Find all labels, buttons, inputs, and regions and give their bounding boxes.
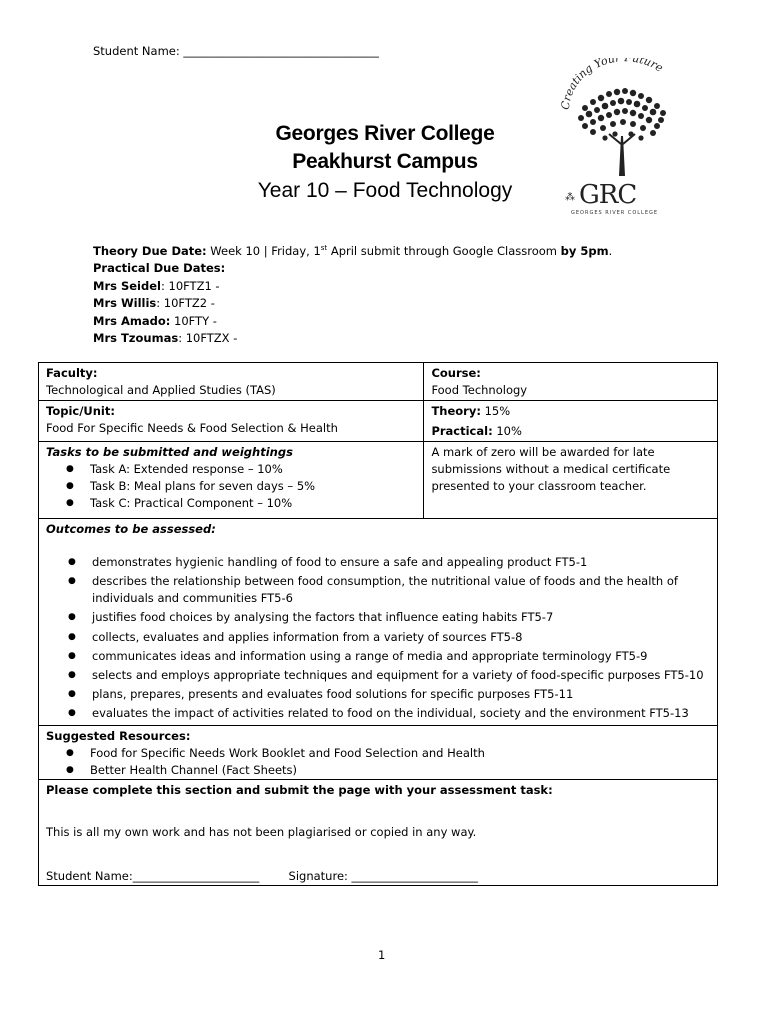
theory-due-period: .: [608, 243, 613, 258]
page-number: 1: [378, 948, 386, 962]
faculty-label: Faculty:: [46, 366, 98, 380]
weighting-cell: [424, 401, 718, 442]
list-item: ● collects, evaluates and applies information from a variety of sources FT5-8: [92, 629, 710, 646]
teacher-class: 10FTY -: [174, 313, 217, 328]
college-logo: [557, 58, 687, 218]
topic-row: [39, 401, 718, 442]
theory-due-text: Week 10 | Friday, 1: [206, 243, 321, 258]
declaration-cell: [39, 779, 718, 885]
list-item: ● Task A: Extended response – 10%: [90, 461, 416, 478]
theory-weight: [431, 403, 710, 420]
list-item: ● justifies food choices by analysing the factors that influence eating habits FT5-7: [92, 609, 710, 626]
signature-field[interactable]: Signature: ______________________: [288, 868, 479, 883]
theory-due-sup: st: [320, 244, 328, 252]
theory-due-label: Theory Due Date:: [93, 243, 207, 258]
outcomes-cell: [39, 519, 718, 726]
theory-due-line: [93, 240, 612, 260]
theory-weight-value: 15%: [480, 404, 511, 418]
list-item: ● Task B: Meal plans for seven days – 5%: [90, 478, 416, 495]
student-name-field[interactable]: Student Name:______________________: [46, 868, 260, 883]
campus-name: Peakhurst Campus: [292, 150, 478, 173]
assessment-table: [38, 362, 718, 886]
svg-text:⁂: ⁂: [565, 192, 575, 203]
teacher-row: [93, 330, 612, 348]
logo-acronym: GRC: [579, 180, 637, 210]
course-label: Course:: [431, 366, 481, 380]
list-item: ● Better Health Channel (Fact Sheets): [90, 762, 710, 779]
outcomes-list: [46, 554, 710, 722]
faculty-cell: [39, 363, 424, 401]
student-name-header-field[interactable]: Student Name: __________________________________: [93, 44, 379, 58]
practical-weight: [431, 423, 710, 440]
tree-logo-icon: [557, 58, 687, 218]
course-cell: [424, 363, 718, 401]
declaration-label: Please complete this section and submit the page with your assessment task:: [46, 782, 553, 797]
resources-list: [46, 745, 710, 779]
resources-label: Suggested Resources:: [46, 728, 191, 743]
topic-label: Topic/Unit:: [46, 404, 115, 418]
theory-due-text-2: April submit through Google Classroom: [327, 243, 561, 258]
practical-weight-value: 10%: [492, 424, 522, 438]
teacher-name: Mrs Amado:: [93, 313, 171, 328]
resources-cell: [39, 725, 718, 779]
teacher-row: [93, 313, 612, 331]
practical-weight-label: Practical:: [431, 424, 493, 438]
resources-row: [39, 725, 718, 779]
list-item: ● Task C: Practical Component – 10%: [90, 495, 416, 512]
title-block: [190, 120, 580, 206]
teacher-sep: :: [156, 296, 164, 311]
theory-weight-label: Theory:: [431, 404, 481, 418]
faculty-row: [39, 363, 718, 401]
teacher-class: 10FTZ1 -: [168, 278, 220, 293]
logo-caption: GEORGES RIVER COLLEGE: [571, 210, 659, 216]
due-dates: [93, 240, 612, 348]
teacher-sep: :: [178, 331, 186, 346]
college-name: Georges River College: [275, 122, 495, 145]
teacher-name: Mrs Willis: [93, 296, 157, 311]
late-note-cell: [424, 442, 718, 519]
outcomes-row: [39, 519, 718, 726]
practical-due-label: [93, 260, 612, 278]
declaration-text: This is all my own work and has not been plagiarised or copied in any way.: [46, 824, 477, 839]
teacher-name: Mrs Seidel: [93, 278, 161, 293]
teacher-row: [93, 295, 612, 313]
tasks-row: [39, 442, 718, 519]
declaration-row: [39, 779, 718, 885]
course-value: Food Technology: [431, 383, 528, 397]
list-item: ● demonstrates hygienic handling of food to ensure a safe and appealing product FT5-1: [92, 554, 710, 571]
tasks-label: Tasks to be submitted and weightings: [46, 445, 293, 459]
outcomes-label: Outcomes to be assessed:: [46, 522, 216, 536]
late-note: A mark of zero will be awarded for late submissions without a medical certificate presented to your classroom teacher.: [431, 445, 671, 493]
topic-value: Food For Specific Needs & Food Selection & Health: [46, 421, 338, 435]
list-item: ● evaluates the impact of activities related to food on the individual, society and the environment FT5-13: [92, 705, 710, 722]
list-item: ● selects and employs appropriate techniques and equipment for a variety of food-specific purposes FT5-10: [92, 667, 710, 684]
logo-arc-text: Creating Your uture: [558, 58, 666, 111]
list-item: ● communicates ideas and information using a range of media and appropriate terminology FT5-9: [92, 648, 710, 665]
teacher-row: [93, 278, 612, 296]
course-title: Year 10 – Food Technology: [257, 179, 513, 202]
teacher-class: 10FTZX -: [185, 331, 238, 346]
practical-due-label-text: Practical Due Dates:: [93, 261, 226, 276]
teacher-sep: :: [160, 278, 169, 293]
teacher-name: Mrs Tzoumas: [93, 331, 179, 346]
tasks-list: [46, 461, 416, 512]
topic-cell: [39, 401, 424, 442]
faculty-value: Technological and Applied Studies (TAS): [46, 383, 276, 397]
signature-row: [46, 868, 710, 885]
teacher-class: 10FTZ2 -: [163, 296, 215, 311]
list-item: ● plans, prepares, presents and evaluates food solutions for specific purposes FT5-11: [92, 686, 710, 703]
tasks-cell: [39, 442, 424, 519]
list-item: ● Food for Specific Needs Work Booklet and Food Selection and Health: [90, 745, 710, 762]
list-item: ● describes the relationship between food consumption, the nutritional value of foods and the health of individuals and communities FT5-6: [92, 573, 710, 607]
theory-due-time: by 5pm: [560, 243, 609, 258]
